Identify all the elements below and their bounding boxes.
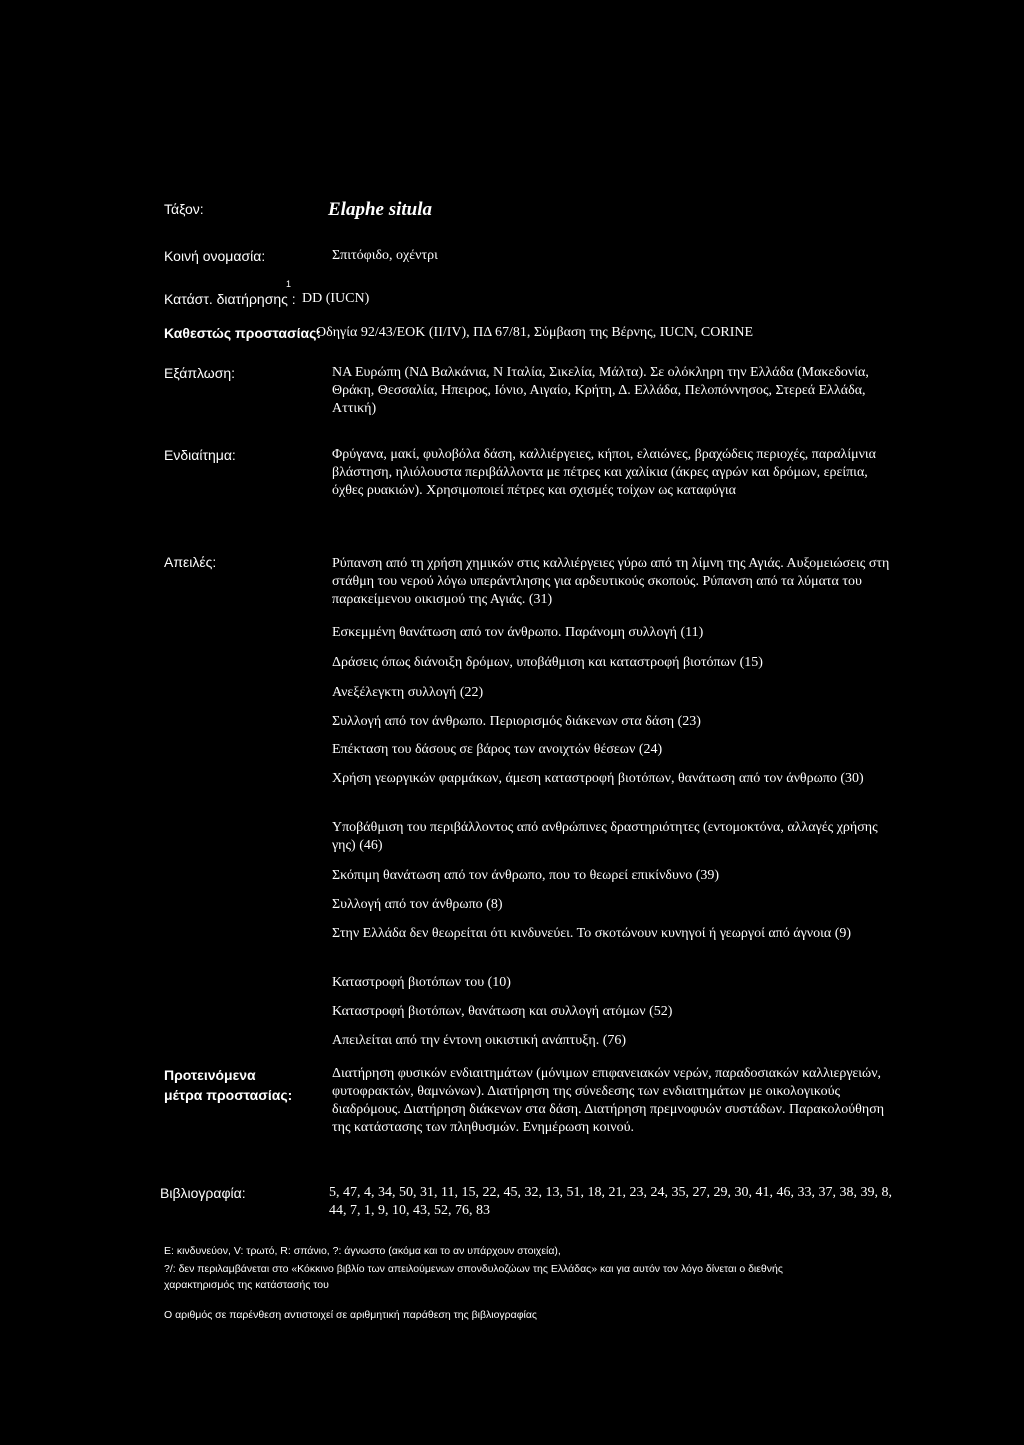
protection-value: Οδηγία 92/43/ΕΟΚ (II/IV), ΠΔ 67/81, Σύμβαση της Βέρνης, IUCN, CORINE xyxy=(316,325,754,340)
distribution-label: Εξάπλωση: xyxy=(164,365,236,381)
status-value: DD (IUCN) xyxy=(302,291,370,306)
common-name-value: Σπιτόφιδο, οχέντρι xyxy=(332,248,438,263)
distribution-value: ΝΑ Ευρώπη (ΝΔ Βαλκάνια, Ν Ιταλία, Σικελία, Μάλτα). Σε ολόκληρη την Ελλάδα (Μακεδονία, Θράκη, Θεσσαλία, Ηπειρος, Ιόνιο, Αιγαίο, Κρήτη, Δ. Ελλάδα, Πελοπόννησος, Στερεά Ελλάδα, Αττική) xyxy=(332,365,869,416)
threat-item: Υποβάθμιση του περιβάλλοντος από ανθρώπινες δραστηριότητες (εντομοκτόνα, αλλαγές χρήσης γης) (46) xyxy=(332,820,878,853)
threat-item: Καταστροφή βιοτόπων του (10) xyxy=(332,975,511,990)
threat-item: Απειλείται από την έντονη οικιστική ανάπτυξη. (76) xyxy=(332,1033,627,1048)
threat-item: Χρήση γεωργικών φαρμάκων, άμεση καταστροφή βιοτόπων, θανάτωση από τον άνθρωπο (30) xyxy=(332,771,864,786)
taxon-label: Τάξον: xyxy=(164,201,204,217)
measures-label-line2: μέτρα προστασίας: xyxy=(164,1087,293,1103)
threat-item: Καταστροφή βιοτόπων, θανάτωση και συλλογή ατόμων (52) xyxy=(332,1004,673,1019)
bibliography-value: 5, 47, 4, 34, 50, 31, 11, 15, 22, 45, 32, 13, 51, 18, 21, 23, 24, 35, 27, 29, 30, 41, 46, 33, 37, 38, 39, 8, 44, 7, 1, 9, 10, 43, 52, 76, 83 xyxy=(329,1185,892,1218)
footnote-citation: Ο αριθμός σε παρένθεση αντιστοιχεί σε αριθμητική παράθεση της βιβλιογραφίας xyxy=(164,1309,537,1321)
threats-label: Απειλές: xyxy=(164,554,217,570)
footnote-legend: E: κινδυνεύον, V: τρωτό, R: σπάνιο, ?: άγνωστο (ακόμα και το αν υπάρχουν στοιχεία), xyxy=(164,1245,561,1257)
threat-item: Ρύπανση από τη χρήση χημικών στις καλλιέργειες γύρω από τη λίμνη της Αγιάς. Αυξομειώσεις στη στάθμη του νερού λόγω υπεράντλησης για αρδευτικούς σκοπούς. Ρύπανση από τα λύματα του παρακείμενου οικισμού της Αγιάς. (31) xyxy=(332,556,890,607)
protection-label: Καθεστώς προστασίας: xyxy=(164,325,322,341)
threat-item: Εσκεμμένη θανάτωση από τον άνθρωπο. Παράνομη συλλογή (11) xyxy=(332,625,704,640)
threat-item: Δράσεις όπως διάνοιξη δρόμων, υποβάθμιση και καταστροφή βιοτόπων (15) xyxy=(332,655,763,670)
threat-item: Επέκταση του δάσους σε βάρος των ανοιχτών θέσεων (24) xyxy=(332,742,663,757)
threat-item: Συλλογή από τον άνθρωπο. Περιορισμός διάκενων στα δάση (23) xyxy=(332,714,701,729)
footnote-redbook: ?/: δεν περιλαμβάνεται στο «Κόκκινο βιβλίο των απειλούμενων σπονδυλοζώων της Ελλάδας» και για αυτόν τον λόγο δίνεται ο διεθνής χαρακτηρισμός της κατάστασής του xyxy=(164,1263,783,1291)
threat-item: Στην Ελλάδα δεν θεωρείται ότι κινδυνεύει. Το σκοτώνουν κυνηγοί ή γεωργοί από άγνοια (9) xyxy=(332,926,852,941)
status-superscript: 1 xyxy=(286,279,292,289)
bibliography-label: Βιβλιογραφία: xyxy=(160,1185,246,1201)
threat-item: Σκόπιμη θανάτωση από τον άνθρωπο, που το θεωρεί επικίνδυνο (39) xyxy=(332,868,720,883)
taxon-value: Elaphe situla xyxy=(328,199,432,220)
habitat-value: Φρύγανα, μακί, φυλοβόλα δάση, καλλιέργειες, κήποι, ελαιώνες, βραχώδεις περιοχές, παραλίμνια βλάστηση, ηλιόλουστα περιβάλλοντα με πέτρες και χαλίκια (άκρες αγρών και δρόμων, ερείπια, όχθες ρυακιών). Χρησιμοποιεί πέτρες και σχισμές τοίχων ως καταφύγια xyxy=(332,447,877,498)
measures-label-line1: Προτεινόμενα xyxy=(164,1067,256,1083)
habitat-label: Ενδιαίτημα: xyxy=(164,447,236,463)
threat-item: Ανεξέλεγκτη συλλογή (22) xyxy=(332,685,484,700)
measures-value: Διατήρηση φυσικών ενδιαιτημάτων (μόνιμων επιφανειακών νερών, παραδοσιακών καλλιεργειών, φυτοφρακτών, θαμνώνων). Διατήρηση της σύνεδεσης των ενδιαιτημάτων με οικολογικούς διαδρόμους. Διατήρηση διάκενων στα δάση. Διατήρηση πρεμνοφυών συστάδων. Παρακολούθηση της κατάστασης των πληθυσμών. Ενημέρωση κοινού. xyxy=(332,1066,885,1135)
common-name-label: Κοινή ονομασία: xyxy=(164,248,266,264)
threat-item: Συλλογή από τον άνθρωπο (8) xyxy=(332,897,503,912)
status-label: Κατάστ. διατήρησης : xyxy=(164,291,296,307)
